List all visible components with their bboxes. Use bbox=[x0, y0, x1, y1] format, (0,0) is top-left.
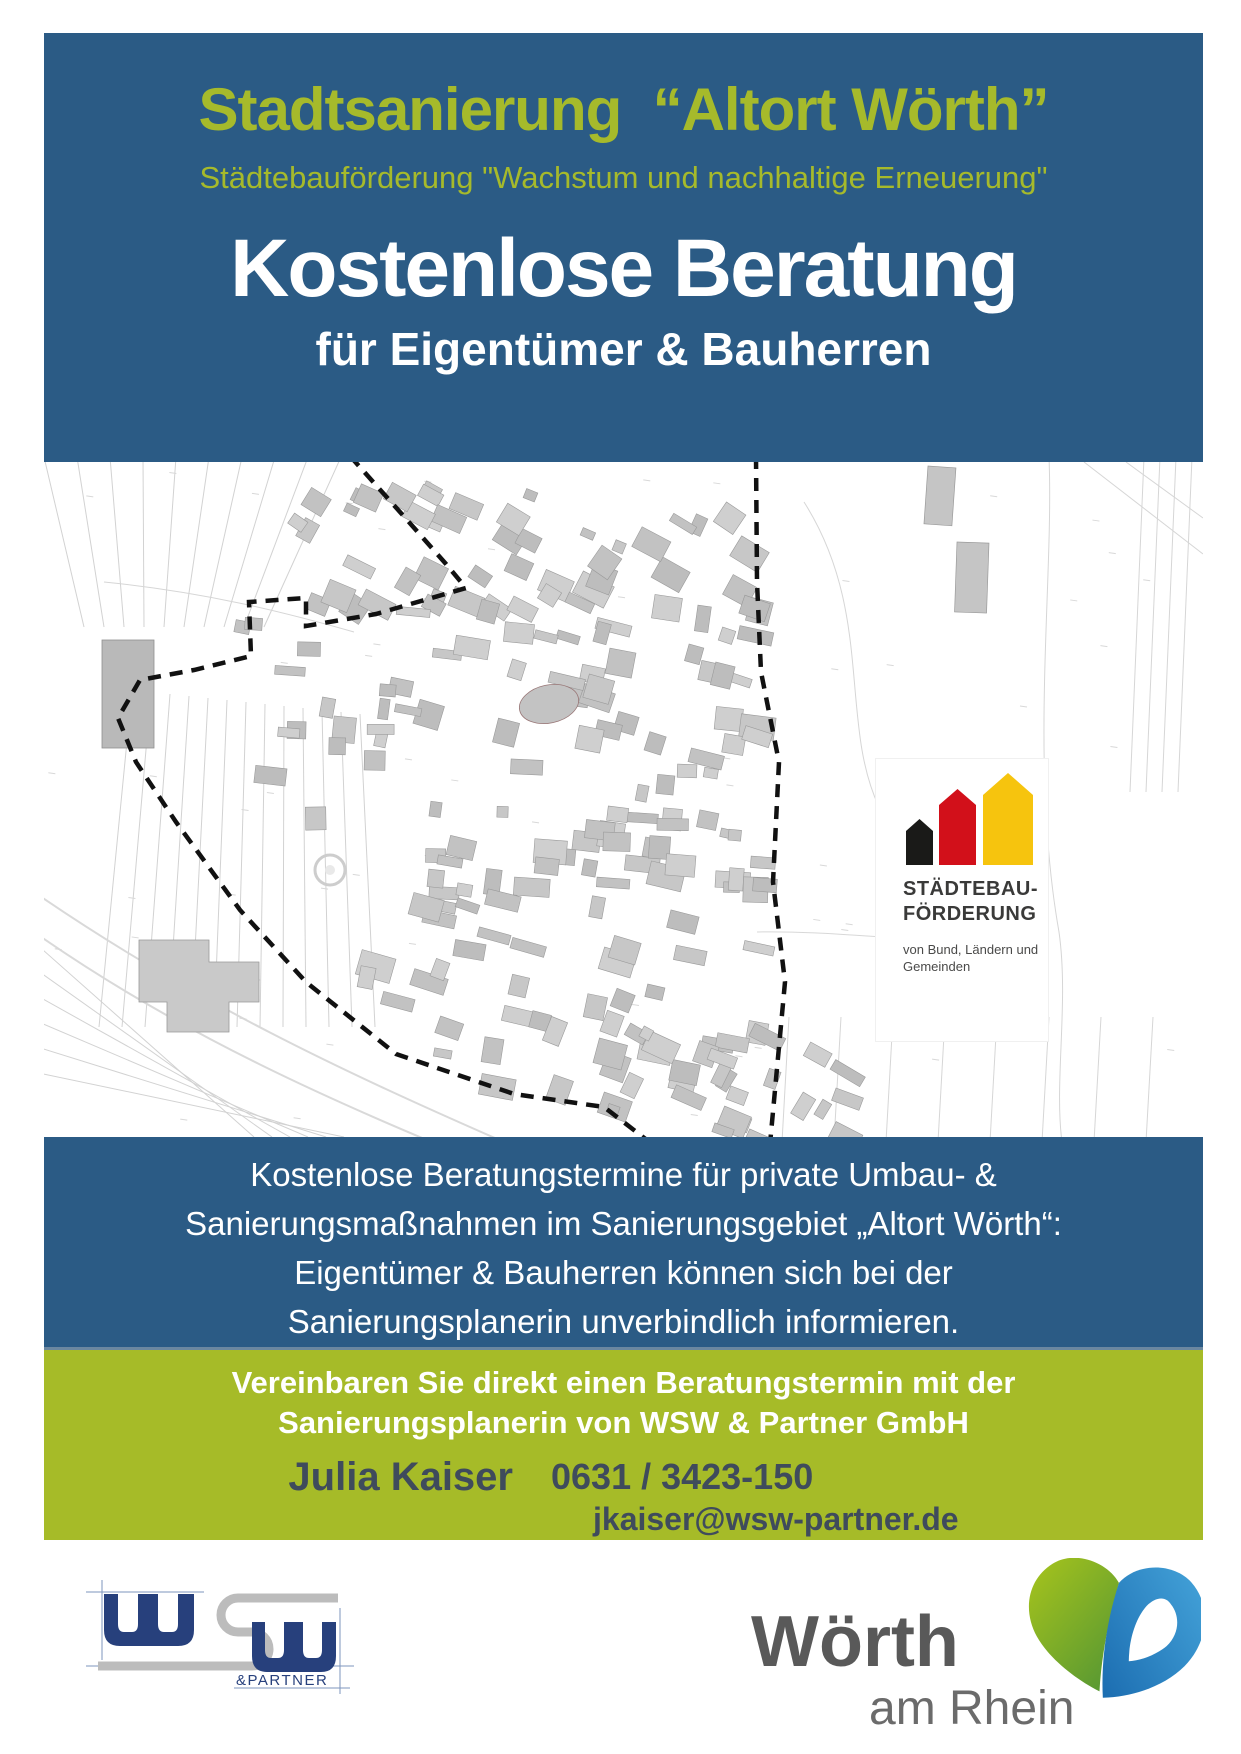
cta-heading-line1: Vereinbaren Sie direkt einen Beratungstermin mit der bbox=[231, 1365, 1016, 1400]
staedtebaufoerderung-logo bbox=[875, 758, 1049, 1042]
cta-band bbox=[44, 1347, 1203, 1540]
sub-heading: für Eigentümer & Bauherren bbox=[315, 323, 932, 375]
contact-phone: 0631 / 3423-150 bbox=[551, 1456, 814, 1497]
cta-heading-line2: Sanierungsplanerin von WSW & Partner GmbH bbox=[278, 1405, 969, 1440]
wsw-partner-logo bbox=[86, 1580, 358, 1694]
staedtebaufoerderung-title-line2: FÖRDERUNG bbox=[903, 903, 1037, 925]
woerth-am-rhein-logo bbox=[751, 1558, 1201, 1738]
staedtebaufoerderung-caption-line1: von Bund, Ländern und bbox=[903, 942, 1039, 957]
woerth-subtitle-text: am Rhein bbox=[869, 1682, 1075, 1735]
header-band bbox=[44, 33, 1203, 462]
contact-name: Julia Kaiser bbox=[288, 1455, 513, 1499]
city-map bbox=[44, 462, 1203, 1137]
contact-block bbox=[44, 1455, 1203, 1539]
poster-subtitle: Städtebauförderung "Wachstum und nachhaltige Erneuerung" bbox=[199, 160, 1048, 195]
footer bbox=[0, 1540, 1241, 1754]
info-line: Kostenlose Beratungstermine für private Umbau- & bbox=[250, 1156, 997, 1193]
info-line: Eigentümer & Bauherren können sich bei der bbox=[294, 1254, 953, 1291]
poster-title: Stadtsanierung “Altort Wörth” bbox=[198, 76, 1049, 143]
woerth-name-text: Wörth bbox=[751, 1602, 959, 1682]
main-heading: Kostenlose Beratung bbox=[230, 223, 1017, 314]
staedtebaufoerderung-title-line1: STÄDTEBAU- bbox=[903, 878, 1038, 900]
wsw-partner-suffix: &PARTNER bbox=[236, 1672, 329, 1689]
contact-email: jkaiser@wsw-partner.de bbox=[593, 1501, 959, 1537]
info-line: Sanierungsplanerin unverbindlich informieren. bbox=[287, 1303, 960, 1340]
staedtebaufoerderung-title bbox=[903, 877, 1048, 927]
staedtebaufoerderung-caption bbox=[903, 941, 1048, 975]
staedtebaufoerderung-houses-icon bbox=[876, 765, 1046, 869]
info-band bbox=[44, 1137, 1203, 1347]
info-line: Sanierungsmaßnahmen im Sanierungsgebiet „Altort Wörth“: bbox=[185, 1205, 1062, 1242]
staedtebaufoerderung-caption-line2: Gemeinden bbox=[903, 959, 971, 974]
